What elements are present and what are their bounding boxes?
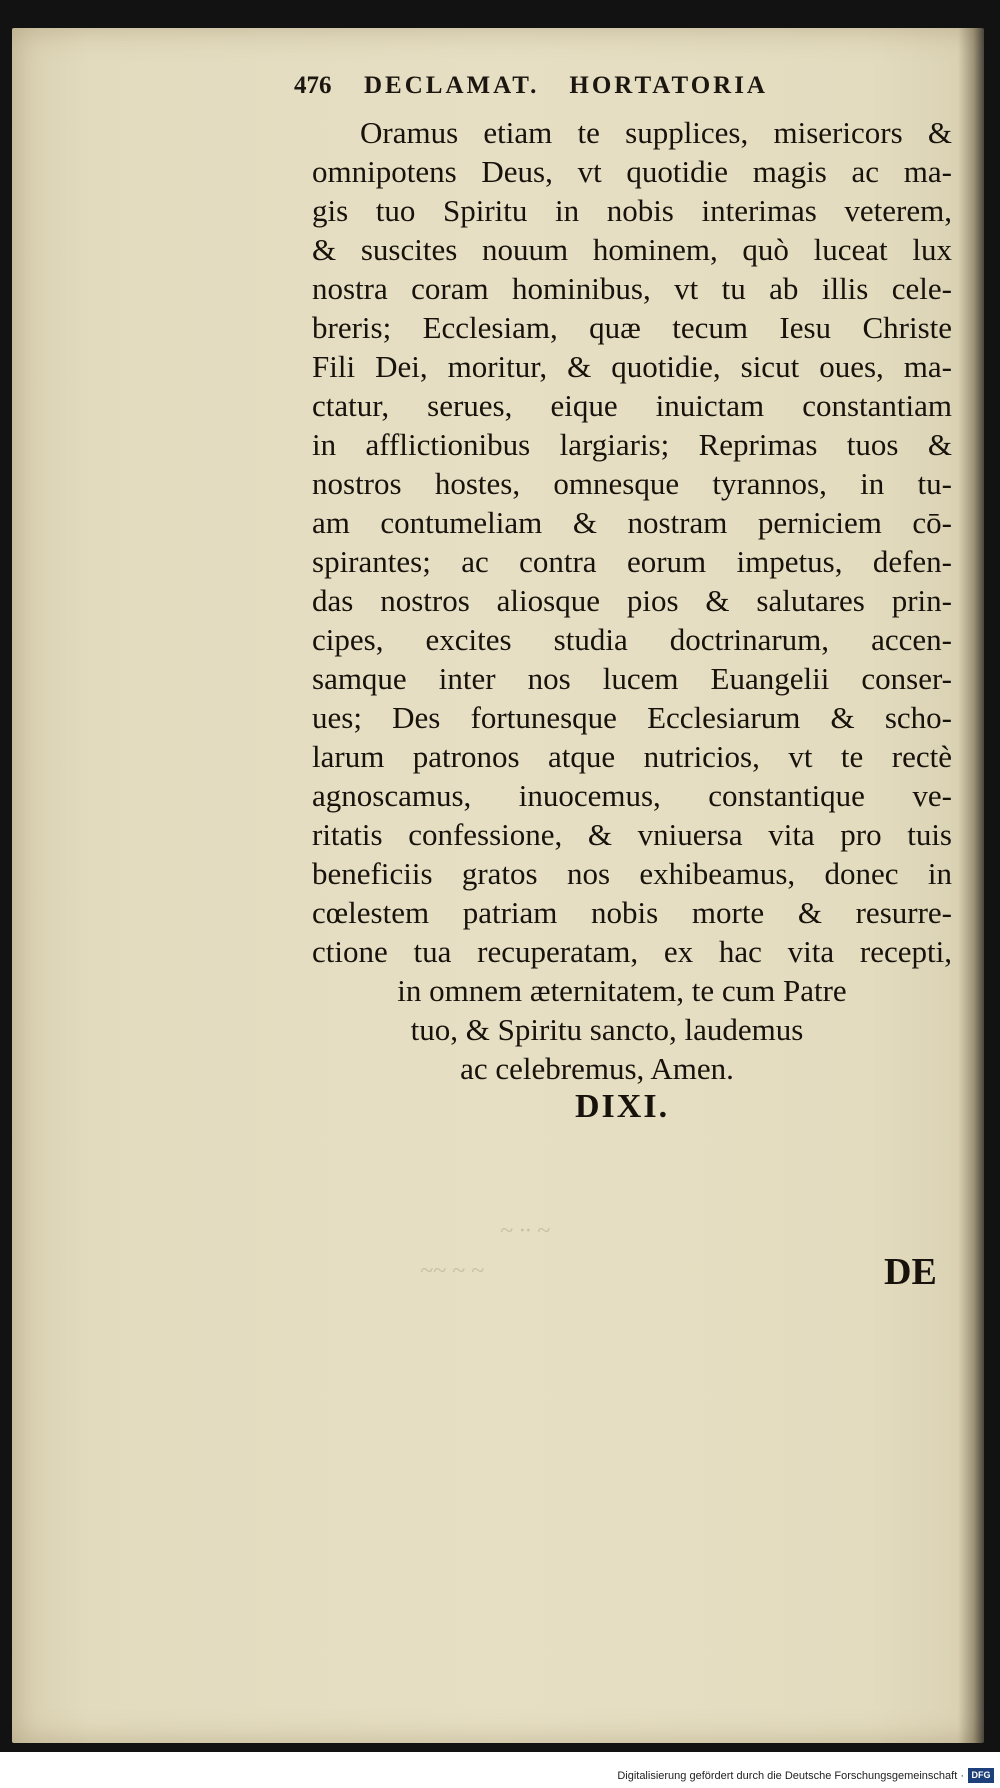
text-line: spirantes; ac contra eorum impetus, defen-: [312, 544, 952, 579]
show-through-mark: ~~ ~ ~: [420, 1258, 484, 1284]
text-line: ritatis confessione, & vniuersa vita pro tuis: [312, 817, 952, 852]
text-line: larum patronos atque nutricios, vt te rectè: [312, 739, 952, 774]
text-line: cœlestem patriam nobis morte & resurre-: [312, 895, 952, 930]
running-head: [294, 72, 854, 100]
dixi-heading: DIXI.: [575, 1088, 670, 1125]
text-line: am contumeliam & nostram perniciem cō-: [312, 505, 952, 540]
text-line: samque inter nos lucem Euangelii conser-: [312, 661, 952, 696]
text-line: nostra coram hominibus, vt tu ab illis cele-: [312, 271, 952, 306]
catchword: DE: [884, 1251, 937, 1293]
dfg-logo: DFG: [968, 1768, 994, 1783]
text-line: ues; Des fortunesque Ecclesiarum & scho-: [312, 700, 952, 735]
text-line: beneficiis gratos nos exhibeamus, donec in: [312, 856, 952, 891]
text-line: cipes, excites studia doctrinarum, accen-: [312, 622, 952, 657]
closing-line: ac celebremus, Amen.: [460, 1051, 734, 1086]
page-edge-shadow: [958, 28, 984, 1743]
running-head-left: DECLAMAT.: [364, 72, 540, 99]
text-line: omnipotens Deus, vt quotidie magis ac ma-: [312, 154, 952, 189]
show-through-mark: ~ ·· ~: [500, 1218, 550, 1244]
running-head-right: HORTATORIA: [569, 72, 768, 99]
text-line: in afflictionibus largiaris; Reprimas tuos &: [312, 427, 952, 462]
text-line: das nostros aliosque pios & salutares prin-: [312, 583, 952, 618]
closing-line: tuo, & Spiritu sancto, laudemus: [410, 1012, 804, 1047]
closing-line: in omnem æternitatem, te cum Patre: [397, 973, 847, 1008]
text-line: ctione tua recuperatam, ex hac vita recepti,: [312, 934, 952, 969]
text-line: Oramus etiam te supplices, misericors &: [360, 115, 952, 150]
text-line: agnoscamus, inuocemus, constantique ve-: [312, 778, 952, 813]
text-line: gis tuo Spiritu in nobis interimas veterem,: [312, 193, 952, 228]
footer-credit: Digitalisierung gefördert durch die Deutsche Forschungsgemeinschaft ·: [617, 1770, 964, 1782]
page-number: 476: [294, 72, 332, 99]
text-line: & suscites nouum hominem, quò luceat lux: [312, 232, 952, 267]
main-text: [312, 113, 952, 1088]
text-line: ctatur, serues, eique inuictam constantiam: [312, 388, 952, 423]
text-line: breris; Ecclesiam, quæ tecum Iesu Christe: [312, 310, 952, 345]
text-line: Fili Dei, moritur, & quotidie, sicut oues, ma-: [312, 349, 952, 384]
text-line: nostros hostes, omnesque tyrannos, in tu-: [312, 466, 952, 501]
